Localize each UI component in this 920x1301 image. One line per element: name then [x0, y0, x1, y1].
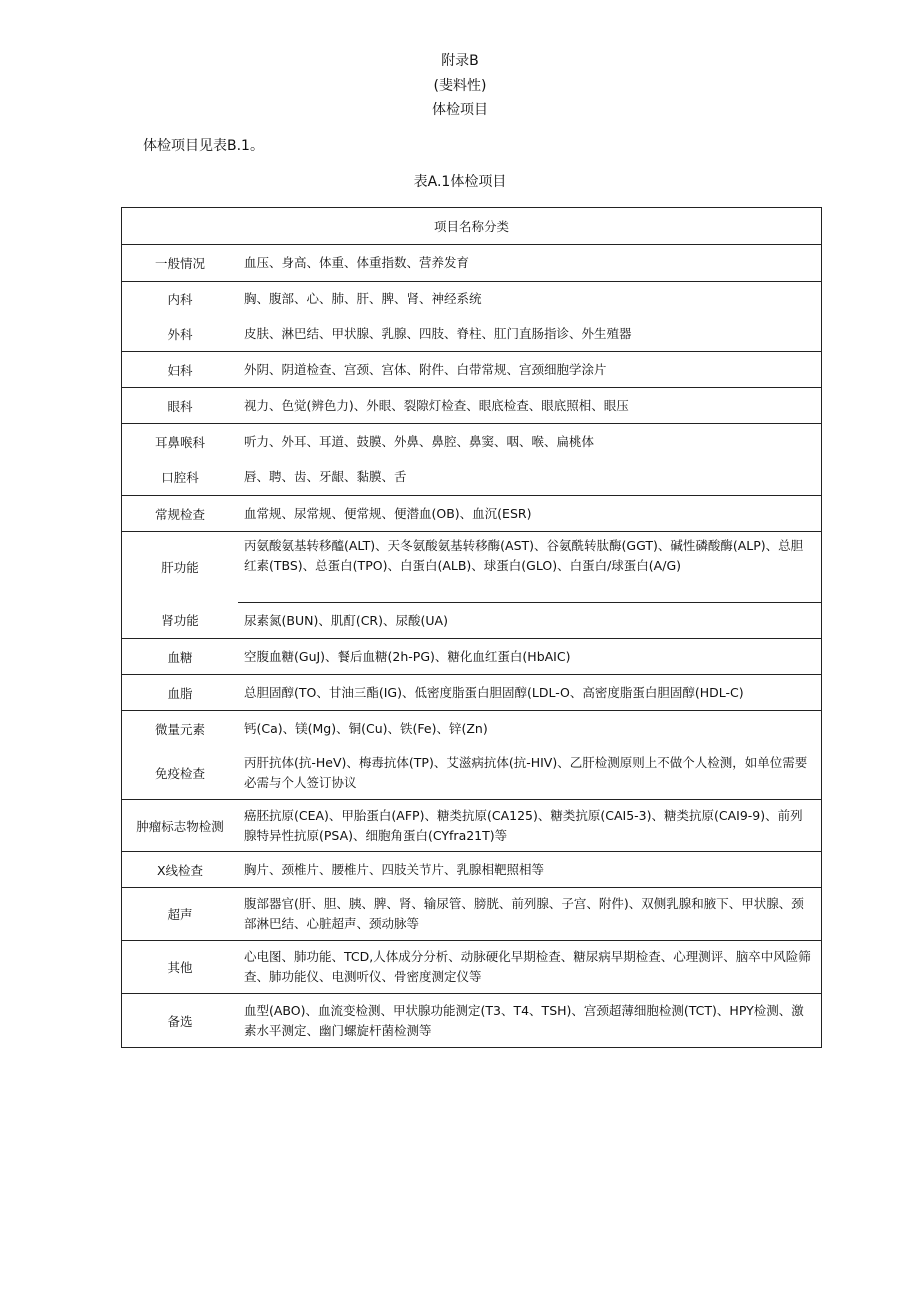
row-description: 癌胚抗原(CEA)、甲胎蛋白(AFP)、糖类抗原(CA125)、糖类抗原(CAI5-3)、糖类抗原(CAI9-9)、前列腺特异性抗原(PSA)、细胞角蛋白(CYfra21T)等	[238, 800, 822, 852]
table-row	[122, 675, 822, 711]
row-description: 空腹血糖(GuJ)、餐后血糖(2h-PG)、糖化血红蛋白(HbAIC)	[238, 639, 822, 675]
table-row	[122, 711, 822, 747]
table-row	[122, 317, 822, 352]
appendix-nature: (斐料性)	[433, 78, 487, 94]
row-category: 血脂	[122, 675, 239, 711]
row-category: 一般情况	[122, 245, 239, 282]
row-description: 尿素氮(BUN)、肌酊(CR)、尿酸(UA)	[238, 603, 822, 639]
table-row	[122, 747, 822, 800]
table-row	[122, 352, 822, 388]
row-description: 听力、外耳、耳道、鼓膜、外鼻、鼻腔、鼻窦、咽、喉、扁桃体	[244, 433, 595, 449]
table-row	[122, 800, 822, 852]
row-description: 视力、色觉(辨色力)、外眼、裂隙灯检查、眼底检查、眼底照相、眼压	[238, 388, 822, 424]
appendix-label: 附录B	[441, 53, 479, 69]
table-row	[122, 460, 822, 496]
row-description: 血压、身高、体重、体重指数、营养发育	[238, 245, 822, 282]
table-row	[122, 424, 822, 460]
row-description: 血型(ABO)、血流变检测、甲状腺功能测定(T3、T4、TSH)、宫颈超薄细胞检测(TCT)、HPY检测、激素水平测定、幽门螺旋杆菌检测等	[244, 1002, 804, 1038]
row-category: 眼科	[122, 388, 239, 424]
row-description: 总胆固醇(TO、甘油三酯(IG)、低密度脂蛋白胆固醇(LDL-O、高密度脂蛋白胆固醇(HDL-C)	[238, 675, 822, 711]
row-category: 妇科	[122, 352, 239, 388]
row-description: 丙氨酸氨基转移醯(ALT)、天冬氨酸氨基转移酶(AST)、谷氨酰转肽酶(GGT)、碱性磷酸酶(ALP)、总胆红素(TBS)、总蛋白(TPO)、白蛋白(ALB)、球蛋白(GLO)、白蛋白/球蛋白(A/G)	[238, 532, 822, 603]
row-category: 外科	[122, 317, 239, 352]
intro-text: 体检项目见表B.1。	[143, 138, 264, 154]
row-description: 血常规、尿常规、便常规、便潜血(OB)、血沉(ESR)	[238, 496, 822, 532]
table-row	[122, 994, 822, 1048]
row-category: 内科	[167, 292, 193, 308]
row-category: 肝功能	[161, 560, 199, 576]
row-description: 外阴、阴道检查、宫颈、宫体、附件、白带常规、宫颈细胞学涂片	[238, 352, 822, 388]
row-category: 常规检查	[122, 496, 239, 532]
table-row	[122, 282, 822, 317]
row-description: 钙(Ca)、镁(Mg)、铜(Cu)、铁(Fe)、锌(Zn)	[244, 720, 488, 736]
row-description: 唇、聘、齿、牙龈、黏膜、舌	[238, 460, 822, 496]
row-category: 微量元素	[154, 721, 205, 737]
row-category: 耳鼻喉科	[154, 434, 205, 450]
table-row	[122, 603, 822, 639]
exam-table	[121, 207, 822, 1048]
row-description: 皮肤、淋巴结、甲状腺、乳腺、四肢、脊柱、肛门直肠指诊、外生殖器	[238, 317, 822, 352]
row-description: 丙肝抗体(抗-HeV)、梅毒抗体(TP)、艾滋病抗体(抗-HIV)、乙肝检测原则上不做个人检测，如单位需要必需与个人签订协议	[238, 747, 822, 800]
row-category: 肿瘤标志物检测	[122, 800, 239, 852]
row-category: 其他	[122, 941, 239, 994]
row-description: 腹部器官(肝、胆、胰、脾、肾、输尿管、膀胱、前列腺、子宫、附件)、双侧乳腺和腋下、甲状腺、颈部淋巴结、心脏超声、颈动脉等	[238, 888, 822, 941]
table-caption: 表A.1体检项目	[413, 174, 507, 190]
row-category: 血糖	[122, 639, 239, 675]
table-row	[122, 888, 822, 941]
row-category: 肾功能	[122, 603, 239, 639]
row-category: 口腔科	[122, 460, 239, 496]
row-description: 心电图、肺功能、TCD,人体成分分析、动脉硬化早期检查、糖尿病早期检查、心理测评、脑卒中风险筛查、肺功能仪、电测听仪、骨密度测定仪等	[238, 941, 822, 994]
row-category: X线检查	[122, 852, 239, 888]
table-row	[122, 639, 822, 675]
row-category: 超声	[122, 888, 239, 941]
row-category: 备选	[167, 1013, 193, 1029]
table-row	[122, 496, 822, 532]
table-row	[122, 941, 822, 994]
appendix-title: 体检项目	[432, 102, 488, 118]
table-row	[122, 388, 822, 424]
table-header: 项目名称分类	[122, 208, 822, 245]
row-category: 免疫检查	[122, 747, 239, 800]
table-row	[122, 532, 822, 603]
table-row	[122, 245, 822, 282]
table-row	[122, 852, 822, 888]
row-description: 胸片、颈椎片、腰椎片、四肢关节片、乳腺相靶照相等	[238, 852, 822, 888]
row-description: 胸、腹部、心、肺、肝、脾、肾、神经系统	[244, 291, 482, 307]
